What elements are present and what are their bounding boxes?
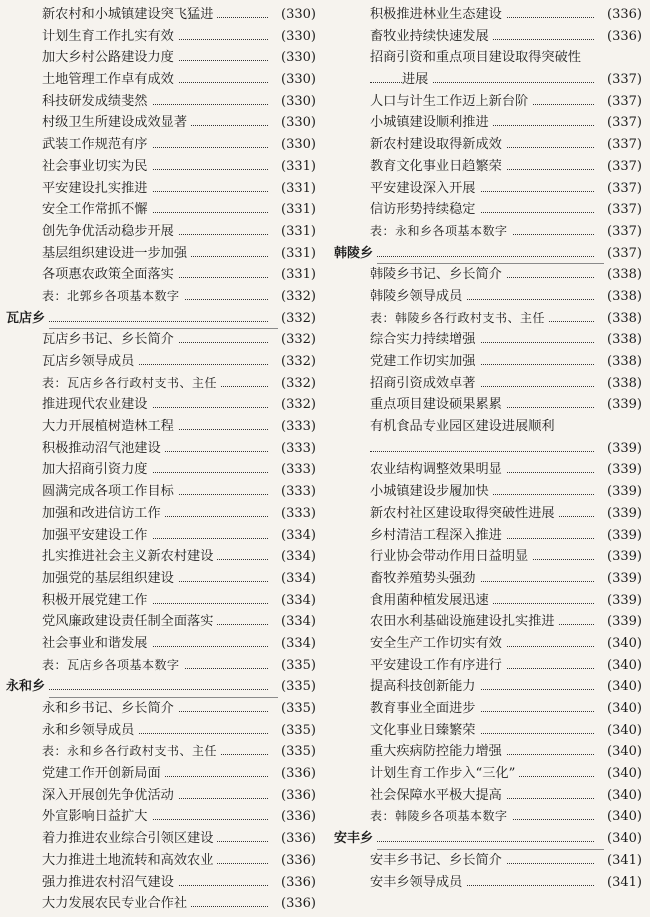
toc-entry[interactable] (334, 47, 642, 69)
toc-entry[interactable] (6, 178, 316, 200)
toc-entry[interactable] (6, 850, 316, 872)
toc-page-number: (336) (278, 763, 316, 785)
toc-page-number: (330) (278, 47, 316, 69)
toc-entry[interactable] (334, 286, 642, 308)
toc-page-number: (333) (278, 416, 316, 438)
toc-page-number: (337) (604, 112, 642, 134)
toc-page-number: (339) (604, 394, 642, 416)
toc-page-number: (330) (278, 112, 316, 134)
toc-entry[interactable] (334, 91, 642, 113)
toc-entry[interactable] (6, 47, 316, 69)
toc-page-number: (334) (278, 590, 316, 612)
toc-section-heading[interactable] (334, 828, 642, 850)
toc-page-number: (339) (604, 438, 642, 460)
toc-entry[interactable] (334, 459, 642, 481)
toc-entry[interactable] (334, 112, 642, 134)
toc-entry-title: 平安建设扎实推进 (42, 178, 152, 200)
toc-entry[interactable] (334, 156, 642, 178)
toc-entry[interactable] (6, 806, 316, 828)
toc-entry-title: 社会事业切实为民 (42, 156, 152, 178)
toc-entry[interactable] (334, 4, 642, 26)
toc-entry[interactable] (6, 872, 316, 894)
toc-entry[interactable] (6, 459, 316, 481)
toc-entry-title: 新农村和小城镇建设突飞猛进 (42, 4, 217, 26)
toc-entry[interactable] (6, 4, 316, 26)
toc-entry-title: 计划生育工作扎实有效 (42, 26, 178, 48)
toc-page-number: (335) (278, 741, 316, 763)
toc-page-number: (340) (604, 676, 642, 698)
toc-entry-title: 土地管理工作卓有成效 (42, 69, 178, 91)
toc-page-number: (340) (604, 806, 642, 828)
toc-page-number: (334) (278, 568, 316, 590)
toc-entry-title: 积极推进林业生态建设 (370, 4, 506, 26)
toc-page-number: (336) (278, 850, 316, 872)
toc-page-number: (338) (604, 351, 642, 373)
toc-entry[interactable] (334, 872, 642, 894)
toc-page-number: (331) (278, 178, 316, 200)
toc-entry-title: 安丰乡 (334, 828, 377, 850)
toc-entry-title: 招商引资成效卓著 (370, 373, 480, 395)
toc-entry[interactable] (334, 676, 642, 698)
toc-entry[interactable] (6, 546, 316, 568)
toc-entry-title: 瓦店乡 (6, 308, 49, 330)
toc-entry-title: 提高科技创新能力 (370, 676, 480, 698)
toc-entry-title: 大力发展农民专业合作社 (42, 893, 191, 915)
toc-page-number: (336) (278, 828, 316, 850)
toc-entry-title: 信访形势持续稳定 (370, 199, 480, 221)
toc-page-number: (340) (604, 655, 642, 677)
toc-entry-title: 加大招商引资力度 (42, 459, 152, 481)
toc-entry-title: 深入开展创先争优活动 (42, 785, 178, 807)
toc-entry-title: 强力推进农村沼气建设 (42, 872, 178, 894)
toc-entry[interactable] (6, 199, 316, 221)
toc-page-number: (336) (604, 26, 642, 48)
toc-entry-title: 永和乡领导成员 (42, 720, 138, 742)
toc-entry-title: 平安建设工作有序进行 (370, 655, 506, 677)
toc-table-entry[interactable] (6, 741, 316, 763)
toc-entry[interactable] (6, 329, 316, 351)
toc-page-number: (339) (604, 590, 642, 612)
toc-page-number: (331) (278, 156, 316, 178)
toc-table-entry[interactable] (334, 221, 642, 243)
toc-page-number: (333) (278, 438, 316, 460)
toc-page-number: (336) (278, 893, 316, 915)
toc-entry-title: 韩陵乡 (334, 243, 377, 265)
toc-entry-title: 表：韩陵乡各项基本数字 (370, 806, 512, 828)
toc-entry-title: 农业结构调整效果明显 (370, 459, 506, 481)
toc-entry-title: 永和乡 (6, 676, 49, 698)
toc-entry-title: 韩陵乡书记、乡长简介 (370, 264, 506, 286)
toc-page-number: (336) (278, 806, 316, 828)
toc-entry-title: 教育事业全面进步 (370, 698, 480, 720)
toc-entry-title: 永和乡书记、乡长简介 (42, 698, 178, 720)
toc-entry-title: 平安建设深入开展 (370, 178, 480, 200)
toc-entry-title: 文化事业日臻繁荣 (370, 720, 480, 742)
toc-entry-title: 新农村建设取得新成效 (370, 134, 506, 156)
toc-page-number: (332) (278, 286, 316, 308)
toc-entry[interactable] (334, 481, 642, 503)
toc-entry[interactable] (6, 69, 316, 91)
toc-page-number: (332) (278, 373, 316, 395)
toc-page-number: (337) (604, 69, 642, 91)
toc-page-number: (338) (604, 329, 642, 351)
toc-entry-title: 积极推动沼气池建设 (42, 438, 165, 460)
toc-entry[interactable] (334, 850, 642, 872)
toc-column-right (334, 4, 642, 893)
toc-entry[interactable] (6, 438, 316, 460)
toc-page-number: (330) (278, 4, 316, 26)
toc-entry[interactable] (334, 546, 642, 568)
toc-entry[interactable] (334, 416, 642, 438)
toc-page-number: (337) (604, 178, 642, 200)
toc-entry[interactable] (334, 568, 642, 590)
toc-entry-title: 招商引资和重点项目建设取得突破性 (370, 47, 585, 69)
toc-page-number: (335) (278, 720, 316, 742)
toc-entry-title: 大力开展植树造林工程 (42, 416, 178, 438)
toc-entry-title: 人口与计生工作迈上新台阶 (370, 91, 532, 113)
toc-entry-title: 乡村清洁工程深入推进 (370, 525, 506, 547)
toc-entry-title: 社会保障水平极大提高 (370, 785, 506, 807)
toc-page-number: (340) (604, 720, 642, 742)
toc-page-number: (338) (604, 264, 642, 286)
toc-entry-title: 圆满完成各项工作目标 (42, 481, 178, 503)
toc-page-number: (335) (278, 676, 316, 698)
toc-table-entry[interactable] (6, 373, 316, 395)
toc-entry[interactable] (334, 373, 642, 395)
toc-entry[interactable] (334, 394, 642, 416)
toc-page-number: (337) (604, 134, 642, 156)
toc-column-left (6, 4, 316, 915)
toc-page-number: (330) (278, 134, 316, 156)
toc-page-number: (337) (604, 199, 642, 221)
toc-entry[interactable] (334, 178, 642, 200)
toc-page-number: (334) (278, 525, 316, 547)
toc-page-number: (331) (278, 264, 316, 286)
toc-page-number: (333) (278, 459, 316, 481)
toc-entry-title: 积极开展党建工作 (42, 590, 152, 612)
toc-entry[interactable] (6, 611, 316, 633)
toc-page-number: (331) (278, 199, 316, 221)
toc-page-number: (336) (278, 785, 316, 807)
toc-page-number: (339) (604, 611, 642, 633)
toc-page-number: (339) (604, 546, 642, 568)
toc-page-number: (339) (604, 525, 642, 547)
toc-page-number: (340) (604, 741, 642, 763)
toc-table-entry[interactable] (6, 286, 316, 308)
toc-page-number: (332) (278, 308, 316, 330)
toc-entry[interactable] (334, 503, 642, 525)
toc-entry-title: 外宣影响日益扩大 (42, 806, 152, 828)
toc-page-number: (336) (278, 872, 316, 894)
toc-entry-title: 表：韩陵乡各行政村支书、主任 (370, 308, 549, 330)
toc-entry-title: 大力推进土地流转和高效农业 (42, 850, 217, 872)
toc-entry[interactable] (6, 893, 316, 915)
toc-page-number: (330) (278, 69, 316, 91)
toc-entry[interactable] (6, 26, 316, 48)
toc-entry[interactable] (6, 481, 316, 503)
toc-page-number: (337) (604, 221, 642, 243)
toc-page-number: (334) (278, 546, 316, 568)
toc-entry-title: 加强党的基层组织建设 (42, 568, 178, 590)
toc-entry-title: 计划生育工作步入“三化” (370, 763, 519, 785)
leader-dots (370, 438, 594, 460)
toc-entry[interactable] (6, 112, 316, 134)
toc-page-number: (332) (278, 351, 316, 373)
toc-page-number: (341) (604, 850, 642, 872)
toc-entry[interactable] (6, 416, 316, 438)
toc-entry[interactable] (6, 134, 316, 156)
toc-entry-title: 安丰乡书记、乡长简介 (370, 850, 506, 872)
toc-entry-title: 小城镇建设步履加快 (370, 481, 493, 503)
toc-entry[interactable] (334, 785, 642, 807)
toc-page-number: (331) (278, 243, 316, 265)
toc-entry[interactable] (6, 828, 316, 850)
toc-entry[interactable] (6, 394, 316, 416)
toc-page-number: (339) (604, 568, 642, 590)
toc-entry-title: 加强平安建设工作 (42, 525, 152, 547)
toc-page-number: (341) (604, 872, 642, 894)
toc-entry-title: 表：瓦店乡各项基本数字 (42, 655, 184, 677)
toc-entry-title: 新农村社区建设取得突破性进展 (370, 503, 559, 525)
toc-entry-title: 着力推进农业综合引领区建设 (42, 828, 217, 850)
toc-page-number: (340) (604, 785, 642, 807)
toc-page-number: (335) (278, 655, 316, 677)
toc-page-number: (333) (278, 481, 316, 503)
toc-entry[interactable] (334, 264, 642, 286)
toc-entry-title: 党风廉政建设责任制全面落实 (42, 611, 217, 633)
toc-entry-title: 党建工作切实加强 (370, 351, 480, 373)
toc-entry-title: 有机食品专业园区建设进展顺利 (370, 416, 559, 438)
toc-page-number: (339) (604, 503, 642, 525)
toc-entry-title: 畜牧业持续快速发展 (370, 26, 493, 48)
toc-page-number: (334) (278, 611, 316, 633)
toc-entry[interactable] (334, 438, 642, 460)
toc-entry-title: 安丰乡领导成员 (370, 872, 466, 894)
toc-entry-title: 表：瓦店乡各行政村支书、主任 (42, 373, 221, 395)
toc-entry-title: 扎实推进社会主义新农村建设 (42, 546, 217, 568)
toc-page-number: (337) (604, 91, 642, 113)
toc-entry[interactable] (6, 351, 316, 373)
toc-entry-title: 党建工作开创新局面 (42, 763, 165, 785)
toc-entry[interactable] (6, 264, 316, 286)
toc-entry[interactable] (6, 525, 316, 547)
toc-entry-title: 科技研发成绩斐然 (42, 91, 152, 113)
toc-entry-title: 基层组织建设进一步加强 (42, 243, 191, 265)
toc-entry[interactable] (334, 329, 642, 351)
toc-page-number: (332) (278, 329, 316, 351)
toc-table-entry[interactable] (334, 806, 642, 828)
toc-table-entry[interactable] (6, 655, 316, 677)
toc-entry-title: 加强和改进信访工作 (42, 503, 165, 525)
toc-page-number: (335) (278, 698, 316, 720)
toc-page-number: (330) (278, 26, 316, 48)
toc-page-number: (332) (278, 394, 316, 416)
toc-entry[interactable] (334, 698, 642, 720)
toc-entry-title: 表：永和乡各行政村支书、主任 (42, 741, 221, 763)
toc-entry-title: 推进现代农业建设 (42, 394, 152, 416)
toc-entry-title: 安全工作常抓不懈 (42, 199, 152, 221)
toc-entry[interactable] (6, 590, 316, 612)
toc-page-number: (337) (604, 243, 642, 265)
toc-entry-title: 瓦店乡书记、乡长简介 (42, 329, 178, 351)
toc-page-number: (338) (604, 308, 642, 330)
toc-entry-title: 表：北郭乡各项基本数字 (42, 286, 184, 308)
toc-entry[interactable] (6, 633, 316, 655)
toc-entry[interactable] (334, 199, 642, 221)
toc-entry-title: 社会事业和谐发展 (42, 633, 152, 655)
toc-entry-title: 农田水利基础设施建设扎实推进 (370, 611, 559, 633)
toc-entry-title: 韩陵乡领导成员 (370, 286, 466, 308)
toc-entry-title: 各项惠农政策全面落实 (42, 264, 178, 286)
toc-entry[interactable] (334, 351, 642, 373)
toc-entry-title: 食用菌种植发展迅速 (370, 590, 493, 612)
toc-entry[interactable] (6, 221, 316, 243)
toc-entry[interactable] (6, 698, 316, 720)
toc-entry-title: 村级卫生所建设成效显著 (42, 112, 191, 134)
toc-entry-title: 行业协会带动作用日益明显 (370, 546, 532, 568)
toc-entry-title: 表：永和乡各项基本数字 (370, 221, 512, 243)
toc-entry[interactable] (334, 633, 642, 655)
toc-entry-title: 小城镇建设顺利推进 (370, 112, 493, 134)
toc-entry[interactable] (334, 720, 642, 742)
toc-entry[interactable] (334, 741, 642, 763)
toc-entry[interactable] (334, 525, 642, 547)
toc-entry-title: 重点项目建设硕果累累 (370, 394, 506, 416)
toc-page-number: (338) (604, 286, 642, 308)
toc-entry-title: 畜牧养殖势头强劲 (370, 568, 480, 590)
toc-section-heading[interactable] (6, 308, 316, 330)
toc-section-heading[interactable] (6, 676, 316, 698)
toc-entry-title: 安全生产工作切实有效 (370, 633, 506, 655)
toc-page-number: (334) (278, 633, 316, 655)
toc-page-number: (336) (604, 4, 642, 26)
toc-page-number: (337) (604, 156, 642, 178)
toc-entry[interactable] (334, 134, 642, 156)
toc-page-number: (339) (604, 459, 642, 481)
toc-page-number: (340) (604, 763, 642, 785)
toc-entry[interactable] (6, 503, 316, 525)
toc-page-number: (340) (604, 828, 642, 850)
toc-page-number: (330) (278, 91, 316, 113)
toc-entry-title: 教育文化事业日趋繁荣 (370, 156, 506, 178)
toc-entry-title: 重大疾病防控能力增强 (370, 741, 506, 763)
toc-entry[interactable] (6, 785, 316, 807)
toc-entry-title: 创先争优活动稳步开展 (42, 221, 178, 243)
toc-page-number: (340) (604, 633, 642, 655)
toc-entry[interactable] (6, 568, 316, 590)
toc-entry-title: 瓦店乡领导成员 (42, 351, 138, 373)
toc-entry-title: 武装工作规范有序 (42, 134, 152, 156)
toc-page-number: (333) (278, 503, 316, 525)
toc-entry-title: 进展 (402, 69, 432, 91)
toc-page-number: (340) (604, 698, 642, 720)
toc-entry[interactable] (6, 156, 316, 178)
toc-entry[interactable] (6, 763, 316, 785)
toc-entry[interactable] (6, 720, 316, 742)
toc-section-heading[interactable] (334, 243, 642, 265)
toc-entry-title: 加大乡村公路建设力度 (42, 47, 178, 69)
toc-entry[interactable] (334, 611, 642, 633)
toc-page-number: (331) (278, 221, 316, 243)
toc-entry[interactable] (6, 91, 316, 113)
toc-entry[interactable] (6, 243, 316, 265)
toc-entry[interactable] (334, 69, 642, 91)
toc-entry[interactable] (334, 763, 642, 785)
toc-entry-title: 综合实力持续增强 (370, 329, 480, 351)
toc-entry[interactable] (334, 590, 642, 612)
toc-page-number: (339) (604, 481, 642, 503)
toc-entry[interactable] (334, 26, 642, 48)
toc-entry[interactable] (334, 655, 642, 677)
toc-page-number: (338) (604, 373, 642, 395)
toc-table-entry[interactable] (334, 308, 642, 330)
